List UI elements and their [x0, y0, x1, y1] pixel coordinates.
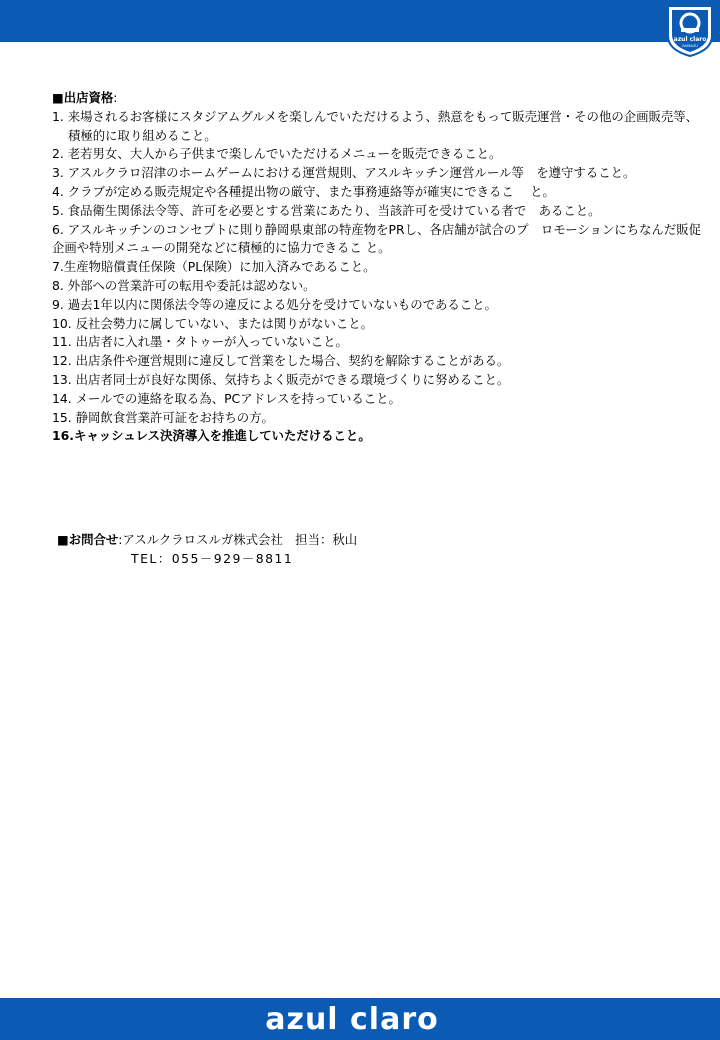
- emblem-text: azul claro: [673, 36, 707, 43]
- qualifications-heading: [52, 89, 702, 108]
- contact-company: :アスルクラロスルガ株式会社 担当：秋山: [118, 532, 358, 547]
- list-item: 3. アスルクラロ沼津のホームゲームにおける運営規則、アスルキッチン運営ルール等 を遵守すること。: [52, 165, 636, 181]
- contact-tel: TEL：055－929－8811: [131, 550, 294, 566]
- list-item: 15. 静岡飲食営業許可証をお持ちの方。: [52, 409, 274, 425]
- qualifications-section: [52, 89, 702, 446]
- contact-label: ■お問合せ: [57, 532, 119, 547]
- list-item: 8. 外部への営業許可の転用や委託は認めない。: [52, 277, 316, 293]
- list-item: 11. 出店者に入れ墨・タトゥーが入っていないこと。: [52, 334, 348, 350]
- qualifications-list: [52, 108, 702, 446]
- list-item: 6. アスルキッチンのコンセプトに則り静岡県東部の特産物をPRし、各店舗が試合のプ ロモーションにちなんだ販促企画や特別メニューの開発などに積極的に協力できるこ と。: [52, 221, 702, 256]
- qualifications-heading-label: ■出店資格: [52, 90, 114, 105]
- club-emblem-icon: [664, 2, 716, 58]
- list-item: 5. 食品衛生関係法令等、許可を必要とする営業にあたり、当該許可を受けている者で あること。: [52, 202, 601, 218]
- top-banner: [0, 0, 720, 42]
- footer-banner: [0, 998, 720, 1040]
- contact-section: [57, 531, 357, 569]
- emblem-sub: NUMAZU: [682, 44, 698, 48]
- list-item: 10. 反社会勢力に属していない、または関りがないこと。: [52, 315, 374, 331]
- list-item: 13. 出店者同士が良好な関係、気持ちよく販売ができる環境づくりに努めること。: [52, 371, 510, 387]
- list-item: 7.生産物賠償責任保険（PL保険）に加入済みであること。: [52, 259, 376, 275]
- contact-line: [57, 531, 357, 550]
- list-item: 2. 老若男女、大人から子供まで楽しんでいただけるメニューを販売できること。: [52, 146, 502, 162]
- list-item: 16.キャッシュレス決済導入を推進していただけること。: [52, 428, 371, 444]
- list-item: 14. メールでの連絡を取る為、PCアドレスを持っていること。: [52, 390, 401, 406]
- qualifications-heading-sep: :: [113, 90, 118, 105]
- list-item: 9. 過去1年以内に関係法令等の違反による処分を受けていないものであること。: [52, 296, 497, 312]
- list-item: 1. 来場されるお客様にスタジアムグルメを楽しんでいただけるよう、熱意をもって販売運営・その他の企画販売等、積極的に取り組めること。: [52, 108, 699, 143]
- footer-brand: azul claro: [265, 1001, 439, 1037]
- list-item: 4. クラブが定める販売規定や各種提出物の厳守、また事務連絡等が確実にできるこ と。: [52, 183, 555, 199]
- list-item: 12. 出店条件や運営規則に違反して営業をした場合、契約を解除することがある。: [52, 353, 510, 369]
